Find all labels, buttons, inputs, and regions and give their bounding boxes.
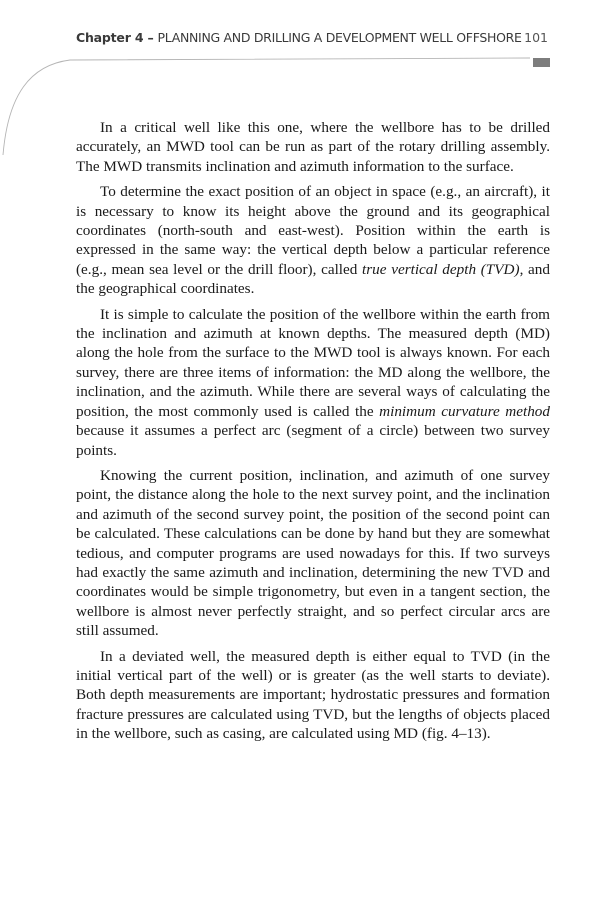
paragraph-2: To determine the exact position of an object in space (e.g., an aircraft), it is necessary to know its height above the ground and its geographical coordinates (north-south and east-west). Position within the earth is expressed in the same way: the vertical depth below a particular reference (e.g., mean sea level or the drill floor), called true vertical depth (TVD), and the geographical coordinates. — [76, 183, 550, 298]
body-text — [76, 118, 550, 750]
paragraph-4: Knowing the current position, inclination, and azimuth of one survey point, the distance along the hole to the next survey point, and the inclination and azimuth of the second survey point, the position of the second point can be calculated. These calculations can be done by hand but they are somewhat tedious, and computer programs are used nowadays for this. If two surveys had exactly the same azimuth and inclination, determining the new TVD and coordinates would be simple trigonometry, but even in a tangent section, the wellbore is almost never perfectly straight, and so perfect circular arcs are still assumed. — [76, 466, 550, 640]
term-tvd: true vertical depth (TVD) — [362, 260, 520, 278]
page-tab-marker — [533, 58, 550, 67]
paragraph-5: In a deviated well, the measured depth is either equal to TVD (in the initial vertical part of the well) or is greater (as the well starts to deviate). Both depth measurements are important; hydrostatic pressures and formation fracture pressures are calculated using TVD, but the lengths of objects placed in the wellbore, such as casing, are calculated using MD (fig. 4–13). — [76, 647, 550, 743]
paragraph-1: In a critical well like this one, where the wellbore has to be drilled accurately, an MWD tool can be run as part of the rotary drilling assembly. The MWD transmits inclination and azimuth information to the surface. — [76, 119, 550, 175]
chapter-title: PLANNING AND DRILLING A DEVELOPMENT WELL OFFSHORE — [157, 30, 522, 45]
page-number: 101 — [524, 30, 548, 45]
chapter-label: Chapter 4 – — [76, 30, 154, 45]
term-minimum-curvature: minimum curvature method — [379, 402, 550, 420]
paragraph-3: It is simple to calculate the position of the wellbore within the earth from the inclination and azimuth at known depths. The measured depth (MD) along the hole from the surface to the MWD tool is always known. For each survey, there are three items of information: the MD along the wellbore, the inclination, and the azimuth. While there are several ways of calculating the position, the most commonly used is called the minimum curvature method because it assumes a perfect arc (segment of a circle) between two survey points. — [76, 305, 550, 459]
